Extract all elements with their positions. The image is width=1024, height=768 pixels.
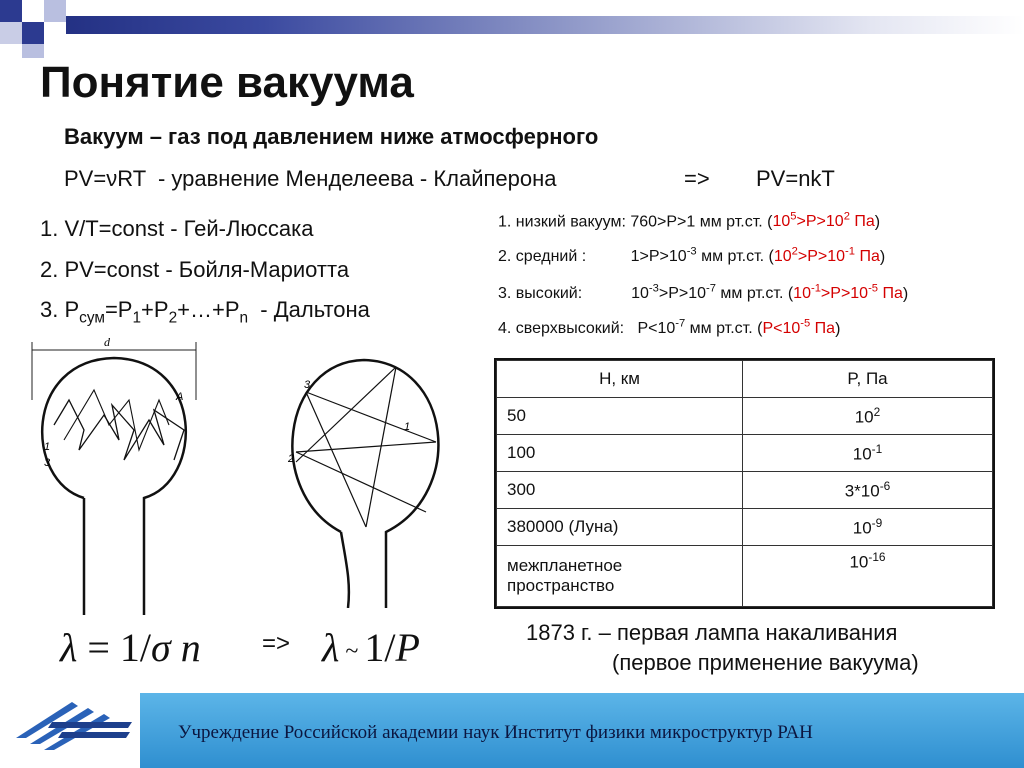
header-pressure: P, Па <box>743 361 993 398</box>
altitude-pressure-table <box>494 358 995 609</box>
law-gay-lussac: 1. V/T=const - Гей-Люссака <box>40 216 314 241</box>
label-a: A <box>176 391 184 403</box>
exponent: -1 <box>810 283 821 295</box>
page-title: Понятие вакуума <box>40 58 414 107</box>
label-1-right: 1 <box>404 421 411 433</box>
dalton-p2: +P <box>141 297 169 322</box>
n-symbol: n <box>170 625 201 670</box>
cell-altitude: 100 <box>497 435 743 472</box>
cell-pressure <box>743 435 993 472</box>
pressure-base: 10 <box>854 407 874 427</box>
cell-pressure <box>743 509 993 546</box>
table-header-row <box>497 361 993 398</box>
sigma-symbol: σ <box>151 625 171 670</box>
header-squares <box>0 0 90 60</box>
dalton-sub-1: 1 <box>132 309 142 327</box>
one-over: 1/ <box>364 625 396 670</box>
exponent: -3 <box>686 246 697 258</box>
exponent: -5 <box>800 318 811 330</box>
exponent: 2 <box>791 246 798 258</box>
table-row <box>497 398 993 435</box>
lambda-symbol-2: λ <box>322 625 340 670</box>
table-row <box>497 546 993 607</box>
dalton-p1: =P <box>104 297 133 322</box>
vacuum-level-pa-range: $10^2>P>10^{-1}$ Па <box>773 246 880 266</box>
equation-lhs: PV= <box>64 166 107 191</box>
lamp-note-line2: (первое применение вакуума) <box>612 650 919 675</box>
equation-result: PV=nkT <box>756 166 835 191</box>
header-altitude: H, км <box>497 361 743 398</box>
label-1-left: 1 <box>44 441 51 453</box>
dalton-sub-sum: сум <box>79 309 105 327</box>
footer-institute-name: Учреждение Российской академии наук Институт физики микроструктур РАН <box>178 722 813 743</box>
cell-altitude: 380000 (Луна) <box>497 509 743 546</box>
vacuum-level-close: ) <box>874 213 881 231</box>
exponent: -3 <box>648 283 659 295</box>
dalton-sub-2: 2 <box>168 309 178 327</box>
pressure-base: 10 <box>852 444 872 464</box>
pressure-exp: -6 <box>879 478 891 493</box>
header-gradient-bar <box>10 16 1024 34</box>
vacuum-level-close: ) <box>879 248 886 266</box>
vacuum-level-label: 3. высокий: $10^{-3}>P>10^{-7}$ мм рт.ст. ( <box>498 283 794 303</box>
vacuum-level-high <box>498 283 908 303</box>
mendeleev-equation <box>64 166 557 192</box>
pressure-exp: 2 <box>873 404 881 419</box>
tilde-symbol: ~ <box>339 638 365 665</box>
cell-pressure <box>743 546 993 607</box>
label-2-right: 2 <box>288 453 295 465</box>
label-3-right: 3 <box>304 379 311 391</box>
flask-diagram-left <box>24 330 204 615</box>
cell-altitude: межпланетное пространство <box>497 546 743 607</box>
exponent: -1 <box>845 246 855 258</box>
lamp-note-line1: 1873 г. – первая лампа накаливания <box>526 620 898 645</box>
flask-diagram-right <box>276 352 458 608</box>
vacuum-level-close: ) <box>835 320 841 338</box>
vacuum-level-label: 2. средний : $1>P>10^{-3}$ мм рт.ст. ( <box>498 246 774 266</box>
lambda-symbol: λ <box>60 625 78 670</box>
altitude-pressure-table-grid <box>496 360 993 607</box>
exponent: 5 <box>790 211 797 223</box>
dalton-p3: +…+P <box>177 297 240 322</box>
vacuum-level-pa-range: $10^5>P>10^2$ Па <box>772 211 875 231</box>
law-dalton <box>40 297 370 327</box>
pressure-exp: -9 <box>871 515 883 530</box>
exponent: -7 <box>675 318 686 330</box>
table-row <box>497 435 993 472</box>
label-d: d <box>104 335 110 349</box>
vacuum-level-label: 4. сверхвысокий: $P<10^{-7}$ мм рт.ст. ( <box>498 318 763 338</box>
formula-arrow: => <box>262 630 291 657</box>
equation-arrow: => <box>684 166 710 191</box>
cell-altitude: 50 <box>497 398 743 435</box>
cell-altitude: 300 <box>497 472 743 509</box>
table-row <box>497 472 993 509</box>
proportional-formula <box>322 624 420 671</box>
vacuum-level-pa-range: $10^{-1}>P>10^{-5}$ Па <box>793 283 903 303</box>
exponent: -7 <box>706 283 716 295</box>
vacuum-level-pa-range: $P<10^{-5}$ Па <box>762 318 836 338</box>
cell-pressure <box>743 472 993 509</box>
vacuum-definition: Вакуум – газ под давлением ниже атмосферного <box>64 124 599 149</box>
label-3-left: 3 <box>44 457 51 469</box>
pressure-base: 10 <box>849 552 869 572</box>
cell-pressure <box>743 398 993 435</box>
exponent: -5 <box>868 283 879 295</box>
mean-free-path-formula <box>60 624 201 671</box>
vacuum-level-medium <box>498 246 885 266</box>
dalton-sub-n: n <box>239 309 249 327</box>
exponent: 2 <box>843 211 850 223</box>
law-boyle-mariotte: 2. PV=const - Бойля-Мариотта <box>40 257 350 282</box>
formula-eq: = 1/ <box>77 625 151 670</box>
pressure-exp: -16 <box>868 550 886 564</box>
pressure-exp: -1 <box>871 441 883 456</box>
equation-nu: ν <box>106 166 118 191</box>
dalton-prefix: 3. P <box>40 297 80 322</box>
table-row <box>497 509 993 546</box>
pressure-base: 10 <box>852 518 872 538</box>
institute-logo <box>12 698 136 756</box>
pressure-base: 3*10 <box>844 481 880 501</box>
vacuum-level-ultrahigh <box>498 318 840 338</box>
dalton-suffix: - Дальтона <box>248 297 370 322</box>
equation-rhs: RT - уравнение Менделеева - Клайперона <box>117 166 557 191</box>
vacuum-level-low <box>498 211 880 231</box>
vacuum-level-close: ) <box>902 285 909 303</box>
vacuum-level-label: 1. низкий вакуум: 760>P>1 мм рт.ст. ( <box>498 213 773 231</box>
p-symbol: P <box>395 625 420 670</box>
